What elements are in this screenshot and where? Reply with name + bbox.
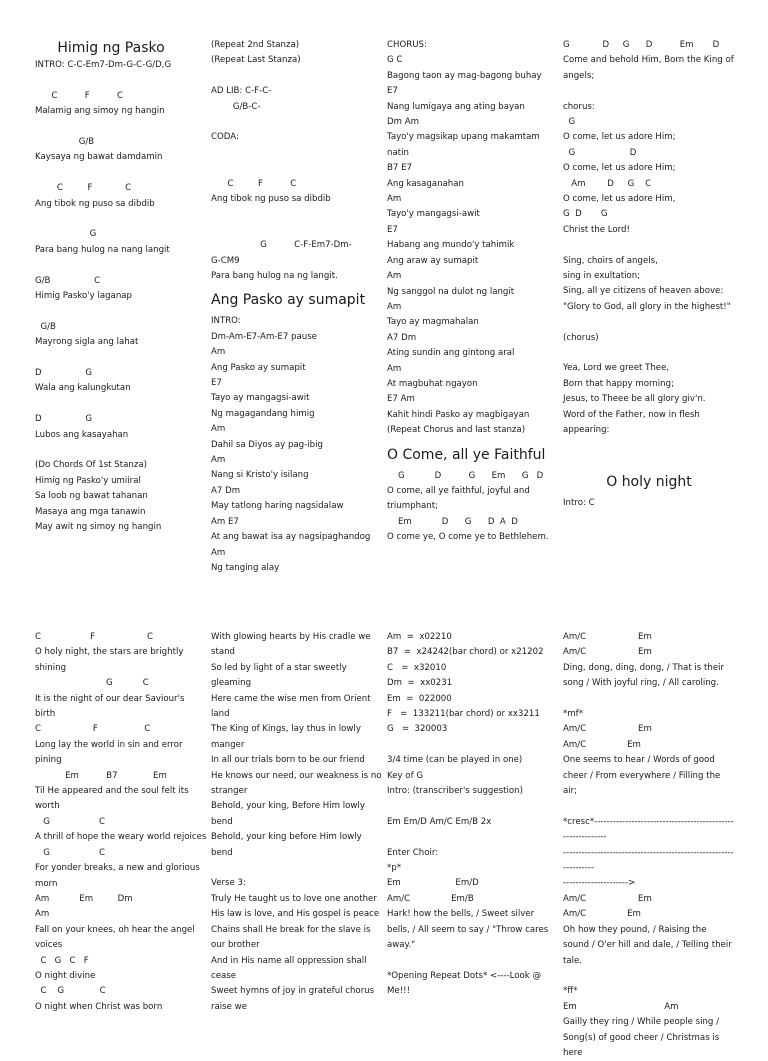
lyric-line: INTRO: [211,316,241,327]
lyric-line: G [35,229,97,240]
lyric-line: AD LIB: C-F-C- [211,86,272,97]
lyric-line: B7 = x24242(bar chord) or x21202 [387,647,544,658]
lyric-line: Tayo ay mangagsi-awit [211,393,310,404]
blank-line [387,799,559,814]
top-column-4 [563,38,735,511]
lyric-line: Am Em Dm [35,893,133,904]
lyric-line: Am [211,347,226,358]
song-title: Himig ng Pasko [57,40,165,56]
blank-line [387,830,559,845]
lyric-line: Am = x02210 [387,632,452,642]
lyric-line: Word of the Father, now in flesh appearing: [563,409,703,436]
blank-line [387,738,559,753]
blank-line [35,212,207,227]
lyric-line: May tatlong haring nagsidalaw [211,501,344,512]
lyric-line: CHORUS: [387,40,427,50]
lyric-line: May awit ng simoy ng hangin [35,522,162,533]
lyric-line: G C [387,55,403,66]
lyric-line: With glowing hearts by His cradle we stand [211,632,374,658]
bottom-column-4 [563,630,735,1058]
lyric-line: G C [35,816,106,827]
lyric-line: Kaysaya ng bawat damdamin [35,152,163,163]
lyric-line: Masaya ang mga tanawin [35,506,146,517]
lyric-line: E7 Am [387,394,415,405]
lyric-line: Em B7 Em [35,770,167,781]
lyric-line: Am [211,424,226,435]
lyric-line: Christ the Lord! [563,224,630,235]
blank-line [563,346,735,361]
lyric-line: G/B C [35,275,101,286]
lyric-line: E7 [387,86,398,97]
lyric-line: Am [35,909,50,920]
lyric-line: Ang Pasko ay sumapit [211,362,306,373]
lyric-line: Am/C Em [563,739,641,750]
lyric-line: O night divine [35,970,96,981]
lyric-line: At magbuhat ngayon [387,378,478,389]
lyric-line: Gailly they ring / While people sing / Song(s) of good cheer / Christmas is here [563,1017,722,1058]
lyric-line: His law is love, and His gospel is peace [211,909,380,920]
blank-line [35,304,207,319]
lyric-line: G/B [35,137,95,147]
lyric-line: Sing, all ye citizens of heaven above: [563,286,724,297]
lyric-line: G/B-C- [211,101,261,112]
lyric-line: Ang kasaganahan [387,178,464,189]
lyric-line: "Glory to God, all glory in the highest!" [563,301,731,312]
lyric-line: O come, let us adore Him; [563,163,676,174]
lyric-line: INTRO: C-C-Em7-Dm-G-C-G/D,G [35,60,172,70]
lyric-line: O come, let us adore Him, [563,194,676,205]
lyric-line: Ang araw ay sumapit [387,255,479,266]
lyric-line: D G [35,414,92,425]
lyric-line: Em Am [563,1001,679,1012]
lyric-line: Ang tibok ng puso sa dibdib [211,194,331,204]
blank-line [387,953,559,968]
lyric-line: Em Em/D Am/C Em/B 2x [387,816,492,827]
bottom-column-2 [211,630,383,1024]
lyric-line: Kahit hindi Pasko ay magbigayan [387,409,530,420]
lyric-line: C F C [35,183,132,194]
lyric-line: Am [387,194,402,205]
blank-line [563,84,735,99]
lyric-line: A7 Dm [211,485,241,496]
lyric-line: In all our trials born to be our friend [211,755,365,766]
lyric-line: Intro: C [563,497,595,508]
lyric-line: Intro: (transcriber's suggestion) [387,786,523,797]
lyric-line: Nang lumigaya ang ating bayan [387,101,525,112]
lyric-line: (chorus) [563,332,599,343]
lyric-line: Come and behold Him, Born the King of angels; [563,55,737,81]
lyric-line: G D G [563,209,608,220]
lyric-line: Oh how they pound, / Raising the sound / O'er hill and dale, / Telling their tale. [563,924,735,966]
lyric-line: Behold, your king before Him lowly bend [211,832,365,858]
blank-line [35,258,207,273]
blank-line [563,238,735,253]
lyric-line: G D [563,147,637,158]
lyric-line: He knows our need, our weakness is no stranger [211,770,385,797]
lyric-line: Em = 022000 [387,693,452,704]
lyric-line: Am E7 [211,516,239,527]
lyric-line: Yea, Lord we greet Thee, [563,363,670,374]
lyric-line: Am [211,547,226,558]
lyric-line: A7 Dm [387,332,417,343]
lyric-line: Am [211,455,226,466]
lyric-line: O come, let us adore Him; [563,132,676,143]
lyric-line: Habang ang mundo'y tahimik [387,240,515,251]
lyric-line: *Opening Repeat Dots* <----Look @ Me!!! [387,970,544,997]
top-column-2 [211,38,383,576]
lyric-line: Ng tanging alay [211,562,280,573]
lyric-line: The King of Kings, lay thus in lowly manger [211,724,364,750]
lyric-line: O come, all ye faithful, joyful and triumphant; [387,485,533,512]
lyric-line: And in His name all oppression shall cease [211,955,370,981]
lyric-line: Here came the wise men from Orient land [211,693,374,720]
lyric-line: C G C [35,986,106,997]
lyric-line: C = x32010 [387,662,447,673]
lyric-line: E7 [387,224,398,235]
lyric-line: (Repeat Chorus and last stanza) [387,425,526,436]
lyric-line: Himig Pasko'y laganap [35,291,132,302]
bottom-column-3 [387,630,559,1024]
lyric-line: Am D G C [563,178,652,189]
blank-line [211,146,383,161]
lyric-line: O come ye, O come ye to Bethlehem. [387,532,549,543]
lyric-line: Behold, your king, Before Him lowly bend [211,801,368,827]
lyric-line: D G [35,368,92,379]
lyric-line: Malamig ang simoy ng hangin [35,106,165,117]
lyric-line: F = 133211(bar chord) or xx3211 [387,709,540,720]
lyric-line: *p* [387,863,402,874]
lyric-line: Ng sanggol na dulot ng langit [387,286,515,297]
blank-line [35,443,207,458]
blank-line [211,161,383,176]
top-column-3 [387,38,559,546]
lyric-line: Sing, choirs of angels, [563,255,658,266]
lyric-line: Wala ang kalungkutan [35,383,131,394]
lyric-line: C F C [35,90,123,101]
lyric-line: ----------------------------------------------------------------- [563,847,734,874]
lyric-line: Long lay the world in sin and error pining [35,739,186,766]
lyric-line: Am [387,301,402,312]
lyric-line: Chains shall He break for the slave is our brother [211,924,374,951]
lyric-line: Enter Choir: [387,847,439,858]
blank-line [211,207,383,222]
lyric-line: Born that happy morning; [563,378,674,389]
lyric-line: C F C [211,178,297,189]
blank-line [211,69,383,84]
lyric-line: G C-F-Em7-Dm- [211,240,352,251]
lyric-line: Dm Am [387,117,419,128]
lyric-line: Bagong taon ay mag-bagong buhay [387,70,542,81]
lyric-line: (Do Chords Of 1st Stanza) [35,460,147,471]
lyric-line: CODA: [211,132,239,143]
blank-line [35,166,207,181]
lyric-line: Am/C Em [563,632,652,642]
lyric-line: Truly He taught us to love one another [211,893,377,904]
lyric-line: Am/C Em [563,909,641,920]
lyric-line: So led by light of a star sweetly gleaming [211,662,350,689]
lyric-line: Ding, dong, ding, dong, / That is their song / With joyful ring, / All caroling. [563,662,727,689]
lyric-line: Tayo'y magsikap upang makamtam natin [387,132,543,158]
blank-line [563,799,735,814]
lyric-line: ---------------------> [563,878,636,889]
blank-line [35,120,207,135]
lyric-line: Ang tibok ng puso sa dibdib [35,198,155,209]
lyric-line: For yonder breaks, a new and glorious morn [35,863,203,889]
blank-line [563,315,735,330]
lyric-line: Fall on your knees, oh hear the angel voices [35,924,198,951]
lyric-line: *mf* [563,709,583,720]
bottom-column-1 [35,630,207,1024]
blank-line [563,439,735,454]
lyric-line: 3/4 time (can be played in one) [387,755,523,766]
song-title: O holy night [606,473,692,490]
lyric-line: chorus: [563,101,595,112]
lyric-line: G-CM9 [211,255,240,266]
lyric-line: Til He appeared and the soul felt its worth [35,786,192,812]
lyric-line: G D G Em G D [387,470,544,481]
lyric-line: Himig ng Pasko'y umiiral [35,475,141,486]
lyric-line: Dm-Am-E7-Am-E7 pause [211,331,317,342]
blank-line [211,115,383,130]
lyric-line: Sa loob ng bawat tahanan [35,491,148,502]
lyric-line: Para bang hulog na nang langit [35,244,170,255]
lyric-line: G/B [35,321,56,332]
lyric-line: *ff* [563,986,578,997]
lyric-line: Dahil sa Diyos ay pag-ibig [211,439,323,450]
lyric-line: Lubos ang kasayahan [35,429,129,440]
lyric-line: Verse 3: [211,878,246,889]
lyric-line: C G C F [35,955,89,966]
blank-line [211,861,383,876]
lyric-line: Em Em/D [387,878,479,889]
lyric-line: Am/C Em [563,893,652,904]
lyric-line: Am [387,271,402,282]
lyric-line: Sweet hymns of joy in grateful chorus raise we [211,986,377,1012]
lyric-line: Em D G D A D [387,516,518,527]
lyric-line: Key of G [387,770,423,781]
lyric-line: Dm = xx0231 [387,678,453,689]
blank-line [563,692,735,707]
lyric-line: Ating sundin ang gintong aral [387,348,515,359]
lyric-line: E7 [211,378,222,389]
lyric-line: Para bang hulog na ng langit. [211,271,338,281]
blank-line [35,397,207,412]
song-title: Ang Pasko ay sumapit [211,292,366,309]
lyric-line: Am [387,363,402,374]
lyric-line: O holy night, the stars are brightly shining [35,647,187,673]
lyric-line: G C [35,678,149,689]
lyric-line: One seems to hear / Words of good cheer / From everywhere / Filling the air; [563,755,724,797]
lyric-line: *cresc*----------------------------------------------------------- [563,816,734,843]
lyric-line: Nang si Kristo'y isilang [211,470,309,481]
lyric-line: sing in exultation; [563,271,641,282]
lyric-line: Tayo'y mangagsi-awit [387,209,480,220]
song-title: O Come, all ye Faithful [387,446,546,463]
lyric-line: Hark! how the bells, / Sweet silver bells, / All seem to say / "Throw cares away." [387,909,552,951]
lyric-line: Am/C Em [563,647,652,658]
top-column-1 [35,38,207,535]
lyric-line: Am/C Em [563,724,652,735]
lyric-line: Mayrong sigla ang lahat [35,337,139,348]
lyric-line: Am/C Em/B [387,893,474,904]
lyric-line: Ng magagandang himig [211,408,315,419]
lyric-line: Jesus, to Theee be all glory giv'n. [563,394,706,405]
lyric-line: G C [35,847,106,858]
lyric-line: G [563,117,576,128]
blank-line [563,969,735,984]
lyric-line: O night when Christ was born [35,1001,163,1012]
lyric-line: (Repeat Last Stanza) [211,55,301,66]
blank-line [211,223,383,238]
lyric-line: G D G D Em D [563,40,720,50]
lyric-line: Tayo ay magmahalan [387,317,479,328]
lyric-line: C F C [35,724,151,735]
lyric-line: G = 320003 [387,724,448,735]
lyric-line: (Repeat 2nd Stanza) [211,40,300,50]
lyric-line: A thrill of hope the weary world rejoices [35,832,207,843]
lyric-line: It is the night of our dear Saviour's birth [35,693,188,720]
lyric-line: C F C [35,632,154,642]
lyric-line: At ang bawat isa ay nagsipaghandog [211,532,371,543]
blank-line [35,73,207,88]
blank-line [35,351,207,366]
lyric-line: B7 E7 [387,163,412,174]
